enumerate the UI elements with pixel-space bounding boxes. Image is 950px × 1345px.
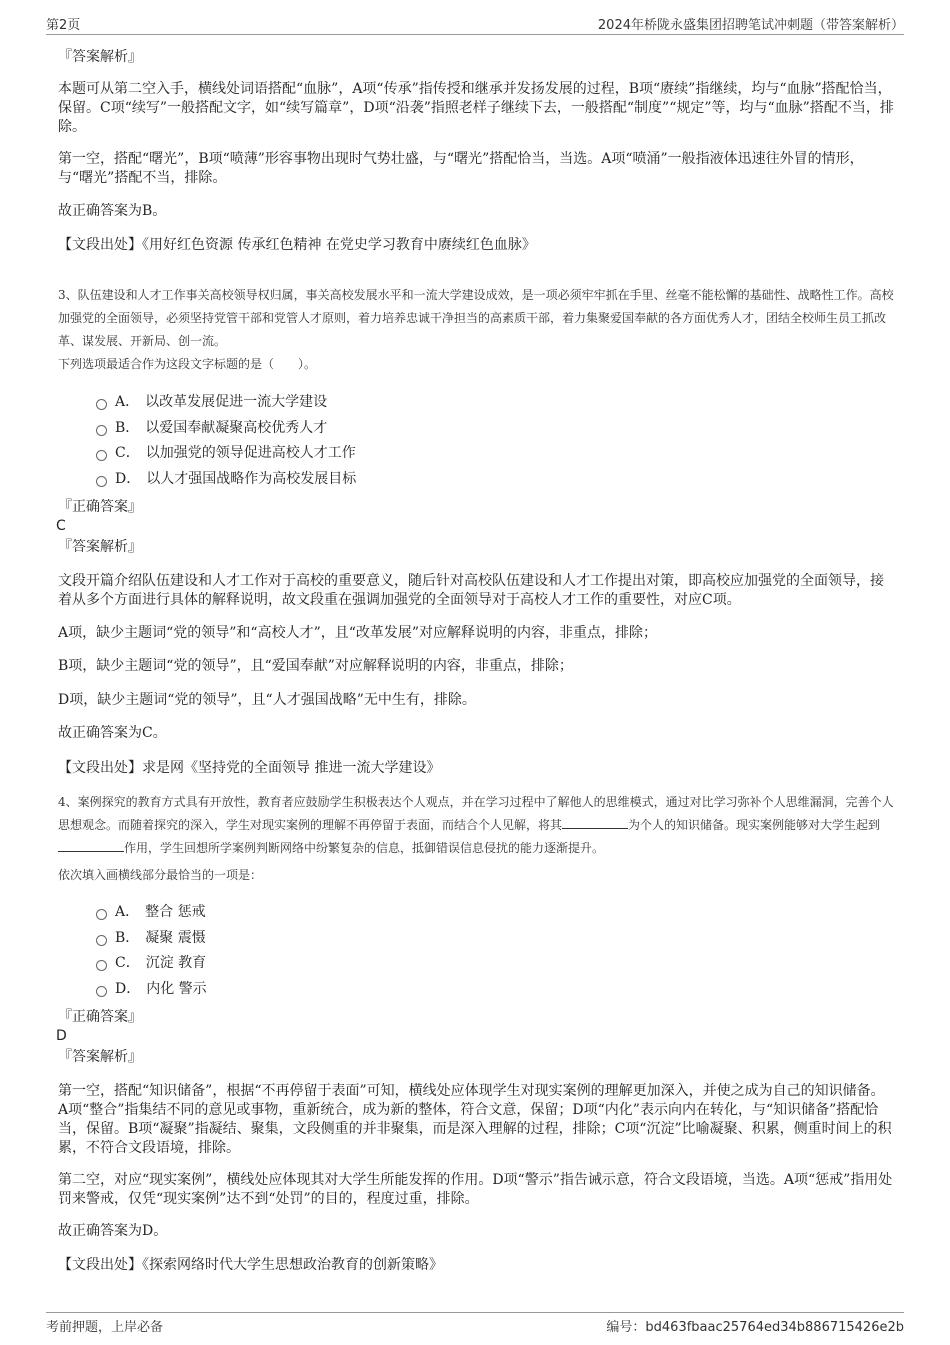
option-text: 以人才强国战略作为高校发展目标 <box>146 471 357 487</box>
radio-icon[interactable] <box>96 425 107 436</box>
page-footer <box>46 1312 904 1336</box>
blank-line <box>58 839 124 852</box>
q3-stem: 3、队伍建设和人才工作事关高校领导权归属，事关高校发展水平和一流大学建设成效，是一项必须牢牢抓在手里、丝毫不能松懈的基础性、战略性工作。高校加强党的全面领导，必须坚持党管干部和党管人才原则，着力培养忠诚干净担当的高素质干部，着力集聚爱国奉献的各方面优秀人才，团结全校师生员工抓改革、谋发展、开新局、创一流。 <box>58 288 894 348</box>
q2-analysis-p2: 第一空，搭配“曙光”，B项“喷薄”形容事物出现时气势壮盛，与“曙光”搭配恰当，当选。A项“喷涌”一般指液体迅速往外冒的情形，与“曙光”搭配不当，排除。 <box>58 151 864 186</box>
option-text: 内化 警示 <box>146 981 207 997</box>
q4-option-d[interactable] <box>96 980 207 999</box>
q3-option-b[interactable] <box>96 419 327 438</box>
option-key: B． <box>115 420 140 436</box>
option-text: 整合 惩戒 <box>145 904 206 920</box>
radio-icon[interactable] <box>96 909 107 920</box>
blank-line <box>562 816 628 829</box>
document-id: 编号：bd463fbaac25764ed34b886715426e2b <box>606 1320 904 1335</box>
option-key: D． <box>115 981 141 997</box>
radio-icon[interactable] <box>96 399 107 410</box>
q3-analysis-label: 『答案解析』 <box>58 539 142 555</box>
option-text: 沉淀 教育 <box>145 955 207 971</box>
q4-question: 依次填入画横线部分最恰当的一项是： <box>58 868 263 882</box>
q2-analysis-conclusion: 故正确答案为B。 <box>58 203 167 219</box>
q4-source: 【文段出处】《探索网络时代大学生思想政治教育的创新策略》 <box>58 1257 443 1273</box>
q3-analysis-p1: 文段开篇介绍队伍建设和人才工作对于高校的重要意义，随后针对高校队伍建设和人才工作提出对策，即高校应加强党的全面领导，接着从多个方面进行具体的解释说明，故文段重在强调加强党的全面领导对于高校人才工作的重要性，对应C项。 <box>58 573 884 608</box>
q4-stem-part-2: 为个人的知识储备。现实案例能够对大学生起到 <box>628 818 881 832</box>
q4-analysis-conclusion: 故正确答案为D。 <box>58 1223 168 1239</box>
q4-analysis-label: 『答案解析』 <box>58 1049 142 1065</box>
q4-option-a[interactable] <box>96 903 206 922</box>
q3-source: 【文段出处】求是网《坚持党的全面领导 推进一流大学建设》 <box>58 760 441 776</box>
option-key: B． <box>115 930 140 946</box>
q4-option-c[interactable] <box>96 954 206 973</box>
option-key: C． <box>115 445 140 461</box>
q3-analysis-p2: A项，缺少主题词“党的领导”和“高校人才”，且“改革发展”对应解释说明的内容，非重点，排除； <box>58 625 658 641</box>
option-key: A． <box>115 394 140 410</box>
q4-stem-part-1: 4、案例探究的教育方式具有开放性，教育者应鼓励学生积极表达个人观点，并在学习过程中了解他人的思维模式，通过对比学习弥补个人思维漏洞，完善个人思想观念。而随着探究的深入，学生对现实案例的理解不再停留于表面，而结合个人见解，将其 <box>58 795 894 832</box>
q3-option-d[interactable] <box>96 470 356 489</box>
footer-slogan: 考前押题，上岸必备 <box>46 1320 164 1335</box>
radio-icon[interactable] <box>96 450 107 461</box>
option-text: 以加强党的领导促进高校人才工作 <box>145 445 356 461</box>
q2-analysis-label: 『答案解析』 <box>58 49 142 65</box>
q2-source: 【文段出处】《用好红色资源 传承红色精神 在党史学习教育中赓续红色血脉》 <box>58 237 536 253</box>
q3-analysis-p3: B项，缺少主题词“党的领导”，且“爱国奉献”对应解释说明的内容，非重点，排除； <box>58 658 573 674</box>
q4-answer: D <box>56 1028 67 1044</box>
q3-option-c[interactable] <box>96 444 356 463</box>
q3-question: 下列选项最适合作为这段文字标题的是（ ）。 <box>58 357 317 371</box>
q3-analysis-p4: D项，缺少主题词“党的领导”，且“人才强国战略”无中生有，排除。 <box>58 692 476 708</box>
radio-icon[interactable] <box>96 986 107 997</box>
radio-icon[interactable] <box>96 960 107 971</box>
q4-option-b[interactable] <box>96 929 206 948</box>
q4-analysis-p2: 第二空，对应“现实案例”，横线处应体现其对大学生所能发挥的作用。D项“警示”指告诫示意，符合文段语境，当选。A项“惩戒”指用处罚来警戒，仅凭“现实案例”达不到“处罚”的目的，程度过重，排除。 <box>58 1172 893 1207</box>
q3-answer: C <box>56 518 66 534</box>
page-header <box>46 14 904 35</box>
q4-stem-part-3: 作用，学生回想所学案例判断网络中纷繁复杂的信息，抵御错误信息侵扰的能力逐渐提升。 <box>124 841 605 855</box>
q2-analysis-p1: 本题可从第二空入手，横线处词语搭配“血脉”，A项“传承”指传授和继承并发扬发展的过程，B项“赓续”指继续，均与“血脉”搭配恰当，保留。C项“续写”一般搭配文字，如“续写篇章”，D项“沿袭”指照老样子继续下去，一般搭配“制度”“规定”等，均与“血脉”搭配不当，排除。 <box>58 81 894 135</box>
page-number: 第2页 <box>46 18 81 33</box>
option-text: 凝聚 震慑 <box>145 930 206 946</box>
option-key: D． <box>115 471 141 487</box>
option-key: A． <box>115 904 140 920</box>
q4-stem <box>58 791 894 860</box>
q3-correct-label: 『正确答案』 <box>58 499 142 515</box>
q3-option-a[interactable] <box>96 393 327 412</box>
option-text: 以改革发展促进一流大学建设 <box>145 394 328 410</box>
document-title: 2024年桥陇永盛集团招聘笔试冲刺题（带答案解析） <box>597 18 904 33</box>
q4-correct-label: 『正确答案』 <box>58 1009 142 1025</box>
radio-icon[interactable] <box>96 476 107 487</box>
q4-analysis-p1: 第一空，搭配“知识储备”，根据“不再停留于表面”可知，横线处应体现学生对现实案例的理解更加深入，并使之成为自己的知识储备。A项“整合”指集结不同的意见或事物，重新统合，成为新的整体，符合文意，保留；D项“内化”表示向内在转化，与“知识储备”搭配恰当，保留。B项“凝聚”指凝结、聚集，文段侧重的并非聚集，而是深入理解的过程，排除；C项“沉淀”比喻凝聚、积累，侧重时间上的积累，不符合文段语境，排除。 <box>58 1083 892 1156</box>
q3-analysis-conclusion: 故正确答案为C。 <box>58 725 167 741</box>
option-key: C． <box>115 955 140 971</box>
radio-icon[interactable] <box>96 935 107 946</box>
option-text: 以爱国奉献凝聚高校优秀人才 <box>145 420 328 436</box>
